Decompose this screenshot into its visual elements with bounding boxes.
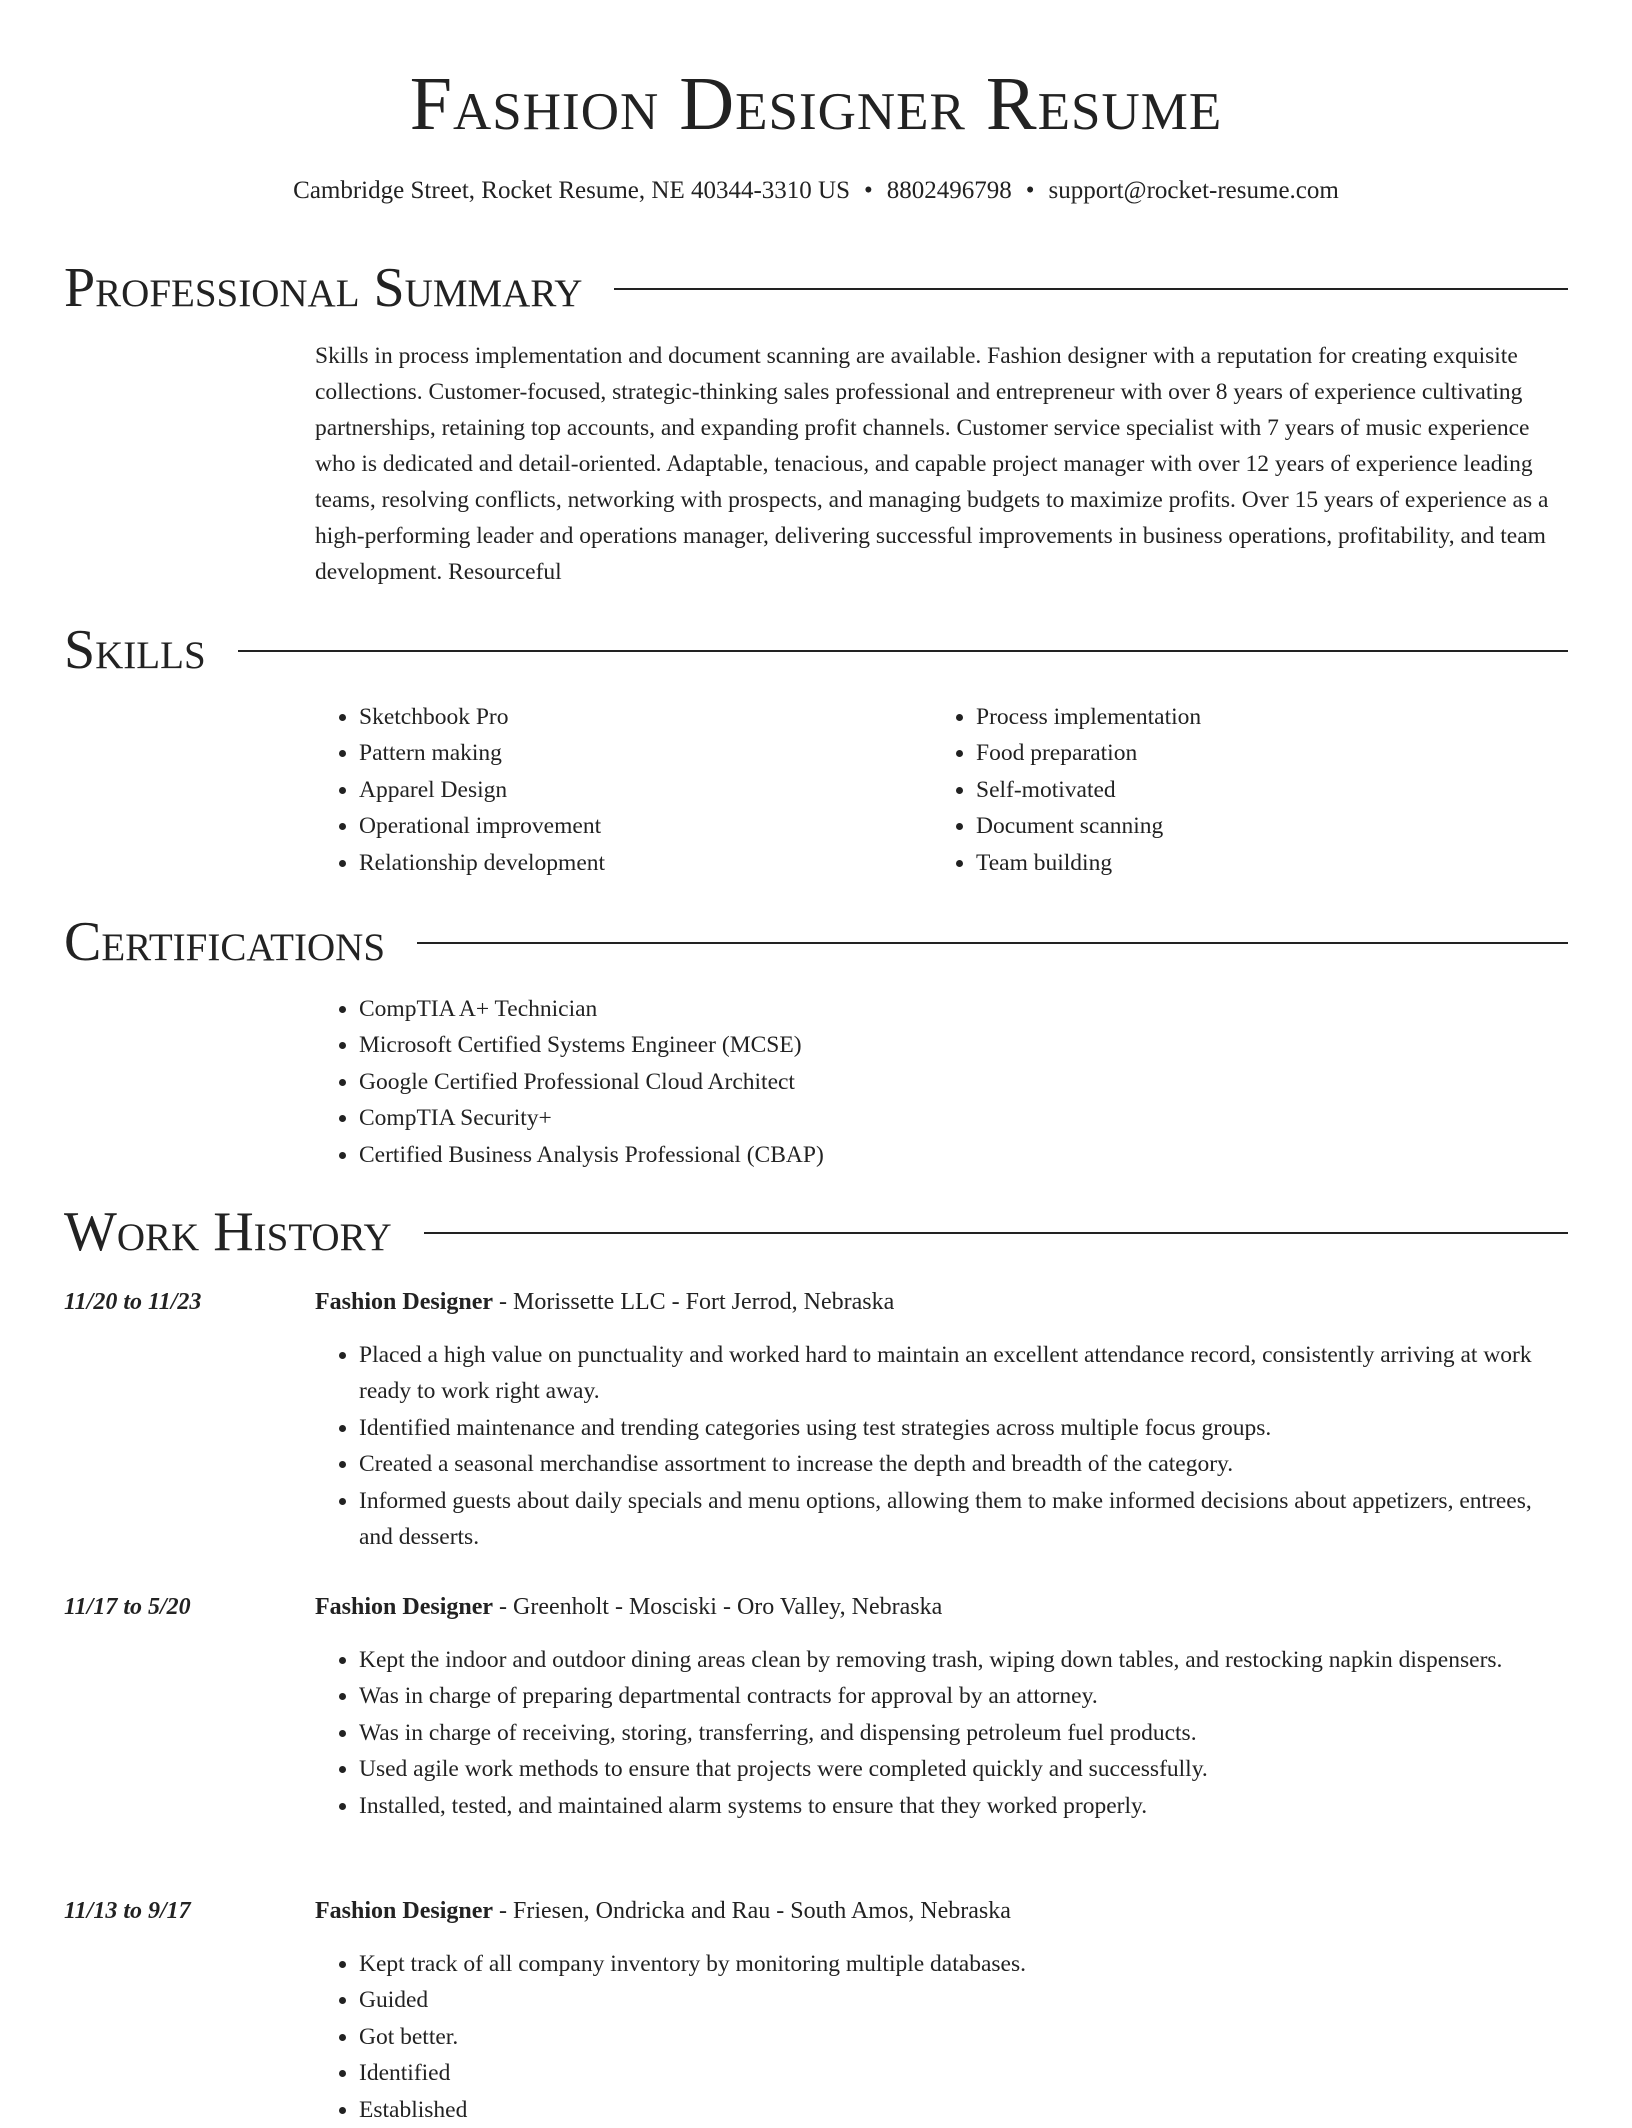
job-duty-item: • Kept the indoor and outdoor dining areas clean by removing trash, wiping down tables, and restocking napkin dispensers.	[359, 1642, 1569, 1678]
section-header-certifications	[64, 910, 1568, 974]
skill-item: • Pattern making	[359, 735, 895, 771]
section-title-work-history: Work History	[64, 1201, 392, 1263]
section-divider	[238, 650, 1568, 652]
job-duties	[315, 1946, 1569, 2128]
skills-column-2	[932, 699, 1532, 881]
job-duty-item: • Established	[359, 2092, 1569, 2128]
skill-item: • Sketchbook Pro	[359, 699, 895, 735]
contact-line	[0, 174, 1632, 208]
job-title: Fashion Designer	[315, 1898, 494, 1924]
job-duty-item: • Was in charge of receiving, storing, transferring, and dispensing petroleum fuel products.	[359, 1715, 1569, 1751]
job-duty-item: • Was in charge of preparing departmental contracts for approval by an attorney.	[359, 1678, 1569, 1714]
summary-text: Skills in process implementation and document scanning are available. Fashion designer with a reputation for creating exquisite collections. Customer-focused, strategic-thinking sales professional and entrepreneur with over 8 years of experience cultivating partnerships, retaining top accounts, and expanding profit channels. Customer service specialist with 7 years of music experience who is dedicated and detail-oriented. Adaptable, tenacious, and capable project manager with over 12 years of experience leading teams, resolving conflicts, networking with prospects, and managing budgets to maximize profits. Over 15 years of experience as a high-performing leader and operations manager, delivering successful improvements in business operations, profitability, and team development. Resourceful	[315, 343, 1549, 585]
section-title-summary: Professional Summary	[64, 257, 583, 319]
certification-item: • Microsoft Certified Systems Engineer (MCSE)	[359, 1027, 1515, 1063]
job-heading	[315, 1893, 1011, 1929]
skill-item: • Operational improvement	[359, 808, 895, 844]
job-duty-item: • Used agile work methods to ensure that projects were completed quickly and successfully.	[359, 1751, 1569, 1787]
section-divider	[424, 1232, 1568, 1234]
section-header-summary	[64, 256, 1568, 320]
section-header-work-history	[64, 1200, 1568, 1264]
resume-title: Fashion Designer Resume	[409, 62, 1223, 146]
job-duty-item: • Placed a high value on punctuality and worked hard to maintain an excellent attendance record, consistently arriving at work ready to work right away.	[359, 1337, 1569, 1410]
job-dates: 11/17 to 5/20	[64, 1594, 191, 1620]
contact-separator: •	[1025, 177, 1035, 204]
skill-item: • Process implementation	[976, 699, 1532, 735]
section-header-skills	[64, 618, 1568, 682]
contact-address: Cambridge Street, Rocket Resume, NE 40344-3310 US	[293, 177, 851, 204]
certification-item: • CompTIA Security+	[359, 1100, 1515, 1136]
job-duty-item: • Kept track of all company inventory by monitoring multiple databases.	[359, 1946, 1569, 1982]
certification-item: • Google Certified Professional Cloud Architect	[359, 1064, 1515, 1100]
job-company-location: - Greenholt - Mosciski - Oro Valley, Nebraska	[493, 1594, 943, 1620]
job-heading	[315, 1284, 894, 1320]
skill-item: • Document scanning	[976, 808, 1532, 844]
job-duty-item: • Got better.	[359, 2019, 1569, 2055]
job-heading	[315, 1589, 942, 1625]
contact-separator: •	[864, 177, 873, 204]
section-title-certifications: Certifications	[64, 911, 386, 973]
section-divider	[417, 942, 1568, 944]
skill-item: • Relationship development	[359, 845, 895, 881]
contact-phone: 8802496798	[886, 177, 1012, 204]
job-title: Fashion Designer	[315, 1289, 494, 1315]
section-divider	[614, 288, 1568, 290]
skill-item: • Team building	[976, 845, 1532, 881]
job-duties	[315, 1642, 1569, 1824]
job-duties	[315, 1337, 1569, 1555]
certification-item: • CompTIA A+ Technician	[359, 991, 1515, 1027]
certification-item: • Certified Business Analysis Professional (CBAP)	[359, 1137, 1515, 1173]
job-duty-item: • Identified maintenance and trending categories using test strategies across multiple focus groups.	[359, 1410, 1569, 1446]
skill-item: • Apparel Design	[359, 772, 895, 808]
job-duty-item: • Installed, tested, and maintained alarm systems to ensure that they worked properly.	[359, 1788, 1569, 1824]
job-duty-item: • Guided	[359, 1982, 1569, 2018]
skills-column-1	[315, 699, 895, 881]
contact-email: support@rocket-resume.com	[1048, 177, 1339, 204]
job-duty-item: • Identified	[359, 2055, 1569, 2091]
job-dates: 11/13 to 9/17	[64, 1898, 191, 1924]
job-duty-item: • Informed guests about daily specials and menu options, allowing them to make informed decisions about appetizers, entrees, and desserts.	[359, 1483, 1569, 1556]
job-title: Fashion Designer	[315, 1594, 494, 1620]
skill-item: • Self-motivated	[976, 772, 1532, 808]
section-title-skills: Skills	[64, 619, 206, 681]
job-dates: 11/20 to 11/23	[64, 1289, 202, 1315]
job-duty-item: • Created a seasonal merchandise assortment to increase the depth and breadth of the category.	[359, 1446, 1569, 1482]
certifications-list	[315, 991, 1515, 1173]
skill-item: • Food preparation	[976, 735, 1532, 771]
job-company-location: - Friesen, Ondricka and Rau - South Amos, Nebraska	[493, 1898, 1011, 1924]
job-company-location: - Morissette LLC - Fort Jerrod, Nebraska	[493, 1289, 895, 1315]
